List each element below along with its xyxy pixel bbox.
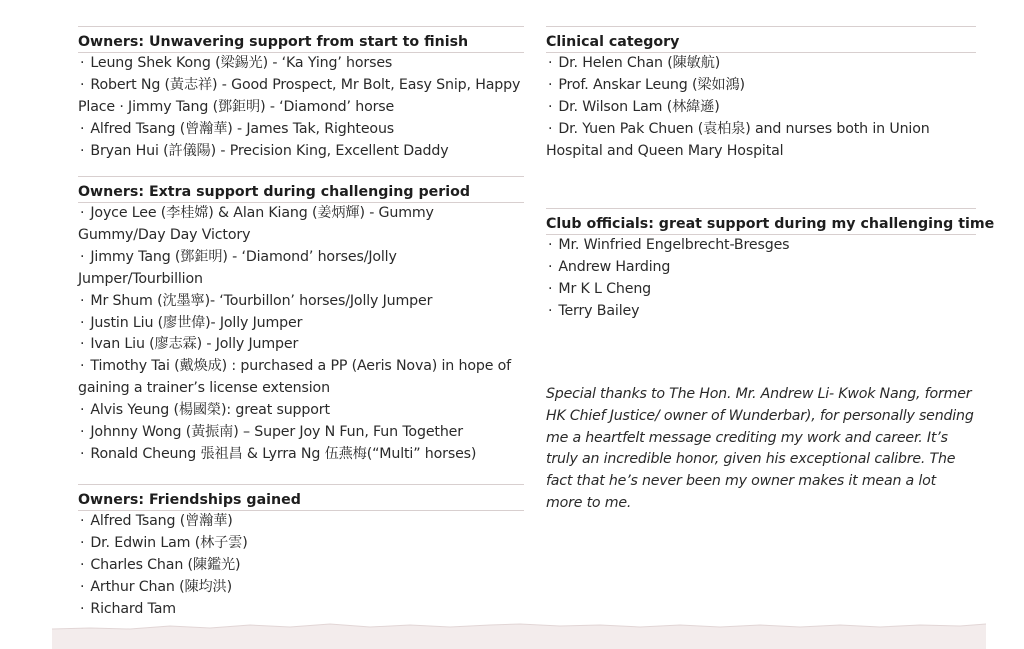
list-item bbox=[78, 203, 524, 247]
bullet-icon: · bbox=[80, 424, 85, 441]
section-extra-support bbox=[78, 176, 524, 466]
list-item bbox=[78, 291, 524, 313]
clinical-list bbox=[546, 53, 976, 163]
list-item bbox=[78, 444, 524, 466]
list-item bbox=[546, 257, 976, 279]
item-text: Jimmy Tang (鄧鉅明) - ‘Diamond’ horses/Jolly Jumper/Tourbillion bbox=[78, 248, 397, 287]
owner-list bbox=[78, 511, 524, 621]
list-item bbox=[78, 356, 524, 400]
bullet-icon: · bbox=[548, 237, 553, 253]
item-text: Terry Bailey bbox=[558, 302, 640, 319]
list-item bbox=[546, 75, 976, 97]
bullet-icon: · bbox=[80, 248, 85, 265]
bullet-icon: · bbox=[80, 358, 85, 375]
section-friendships bbox=[78, 484, 524, 621]
list-item bbox=[78, 555, 524, 577]
list-item bbox=[78, 533, 524, 555]
bullet-icon: · bbox=[80, 292, 85, 309]
list-item bbox=[78, 119, 524, 141]
bullet-icon: · bbox=[80, 336, 85, 353]
item-text: Dr. Wilson Lam (林緯遜) bbox=[558, 98, 720, 115]
list-item bbox=[546, 97, 976, 119]
section-clinical bbox=[546, 26, 976, 163]
section-unwavering-support bbox=[78, 26, 524, 163]
bullet-icon: · bbox=[80, 314, 85, 331]
section-club-officials bbox=[546, 208, 995, 323]
item-text: Robert Ng (黃志祥) - Good Prospect, Mr Bolt, Easy Snip, Happy Place · Jimmy Tang (鄧鉅明) - ‘Diamond’ horse bbox=[78, 76, 521, 115]
item-text: Alvis Yeung (楊國榮): great support bbox=[90, 402, 330, 419]
bullet-icon: · bbox=[80, 402, 85, 419]
bullet-icon: · bbox=[80, 205, 85, 221]
list-item bbox=[546, 119, 976, 163]
item-text: Leung Shek Kong (梁錫光) - ‘Ka Ying’ horses bbox=[90, 55, 393, 71]
bullet-icon: · bbox=[548, 258, 553, 275]
bullet-icon: · bbox=[80, 600, 85, 617]
list-item bbox=[78, 577, 524, 599]
list-item bbox=[78, 511, 524, 533]
owner-list bbox=[78, 203, 524, 466]
bullet-icon: · bbox=[80, 578, 85, 595]
bullet-icon: · bbox=[548, 302, 553, 319]
section-heading: Owners: Extra support during challenging period bbox=[78, 177, 524, 203]
item-text: Prof. Anskar Leung (梁如鴻) bbox=[558, 76, 745, 93]
list-item bbox=[78, 400, 524, 422]
item-text: Justin Liu (廖世偉)- Jolly Jumper bbox=[90, 314, 303, 331]
bullet-icon: · bbox=[80, 76, 85, 93]
bullet-icon: · bbox=[80, 142, 85, 159]
section-heading: Club officials: great support during my challenging time bbox=[546, 209, 976, 235]
section-heading: Owners: Unwavering support from start to finish bbox=[78, 27, 524, 53]
bullet-icon: · bbox=[80, 445, 85, 462]
item-text: Mr. Winfried Engelbrecht-Bresges bbox=[558, 237, 790, 253]
item-text: Alfred Tsang (曾瀚華) - James Tak, Righteous bbox=[90, 120, 395, 137]
item-text: Dr. Helen Chan (陳敏航) bbox=[558, 55, 721, 71]
item-text: Johnny Wong (黃振南) – Super Joy N Fun, Fun Together bbox=[90, 424, 463, 441]
item-text: Mr K L Cheng bbox=[558, 280, 652, 297]
item-text: Alfred Tsang (曾瀚華) bbox=[90, 513, 233, 529]
bullet-icon: · bbox=[548, 55, 553, 71]
bullet-icon: · bbox=[80, 120, 85, 137]
item-text: Ronald Cheung 張祖昌 & Lyrra Ng 伍燕梅(“Multi” horses) bbox=[90, 445, 477, 462]
bullet-icon: · bbox=[80, 534, 85, 551]
section-heading: Owners: Friendships gained bbox=[78, 485, 524, 511]
list-item bbox=[546, 53, 976, 75]
bullet-icon: · bbox=[548, 280, 553, 297]
item-text: Arthur Chan (陳均洪) bbox=[90, 578, 232, 595]
bullet-icon: · bbox=[548, 120, 553, 137]
list-item bbox=[78, 141, 524, 163]
item-text: Andrew Harding bbox=[558, 258, 671, 275]
bullet-icon: · bbox=[80, 556, 85, 573]
item-text: Joyce Lee (李桂嫦) & Alan Kiang (姜炳輝) - Gummy Gummy/Day Day Victory bbox=[78, 205, 434, 243]
torn-paper-edge bbox=[0, 609, 1024, 649]
special-thanks-paragraph: Special thanks to The Hon. Mr. Andrew Li- Kwok Nang, former HK Chief Justice/ owner of Wunderbar), for personally sending me a heartfelt message crediting my work and career. It’s truly an incredible honor, given his exceptional calibre. The fact that he’s never been my owner makes it mean a lot more to me. bbox=[546, 386, 974, 511]
section-heading: Clinical category bbox=[546, 27, 976, 53]
item-text: Charles Chan (陳鑑光) bbox=[90, 556, 241, 573]
item-text: Mr Shum (沈墨寧)- ‘Tourbillon’ horses/Jolly Jumper bbox=[90, 292, 433, 309]
item-text: Richard Tam bbox=[90, 600, 176, 617]
list-item bbox=[78, 313, 524, 335]
owner-list bbox=[78, 53, 524, 163]
bullet-icon: · bbox=[80, 55, 85, 71]
list-item bbox=[78, 334, 524, 356]
list-item bbox=[78, 247, 524, 291]
bullet-icon: · bbox=[548, 98, 553, 115]
list-item bbox=[78, 422, 524, 444]
bullet-icon: · bbox=[548, 76, 553, 93]
item-text: Ivan Liu (廖志霖) - Jolly Jumper bbox=[90, 336, 299, 353]
bullet-icon: · bbox=[80, 513, 85, 529]
officials-list bbox=[546, 235, 976, 323]
list-item bbox=[546, 301, 976, 323]
item-text: Bryan Hui (許儀陽) - Precision King, Excellent Daddy bbox=[90, 142, 449, 159]
item-text: Timothy Tai (戴煥成) : purchased a PP (Aeris Nova) in hope of gaining a trainer’s license extension bbox=[78, 358, 512, 397]
list-item bbox=[78, 53, 524, 75]
list-item bbox=[546, 279, 976, 301]
list-item bbox=[546, 235, 976, 257]
item-text: Dr. Yuen Pak Chuen (袁柏泉) and nurses both in Union Hospital and Queen Mary Hospital bbox=[546, 120, 930, 159]
item-text: Dr. Edwin Lam (林子雲) bbox=[90, 534, 248, 551]
list-item bbox=[78, 75, 524, 119]
